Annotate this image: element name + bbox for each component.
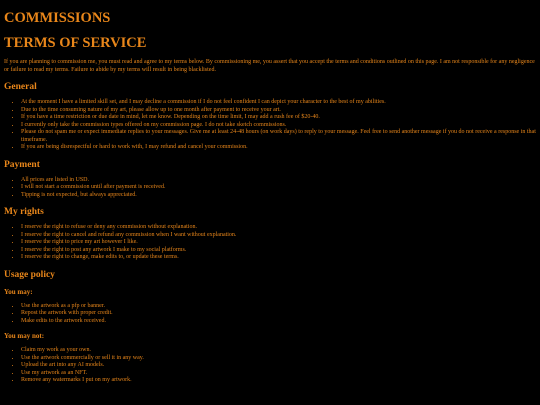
may-not-heading: You may not: (4, 332, 45, 340)
usage-heading: Usage policy (4, 269, 55, 280)
list-item: • Please do not spam me or expect immediate replies to your messages. Give me at least 24-48 hours (on work days) to reply to your message. Feel free to send another message if you do not receive a response in that timeframe. (21, 129, 536, 144)
list-item: • At the moment I have a limited skill set, and I may decline a commission if I do not feel confident I can depict your character to the best of my abilities. (21, 99, 536, 107)
payment-heading: Payment (4, 159, 40, 170)
list-item: • Upload the art into any AI models. (21, 362, 536, 370)
list-item: • If you are being disrespectful or hard to work with, I may refund and cancel your commission. (21, 144, 536, 152)
list-item: • Repost the artwork with proper credit. (21, 310, 536, 318)
list-item: • Use my artwork as an NFT. (21, 370, 536, 378)
list-item: • I will not start a commission until after payment is received. (21, 184, 536, 192)
list-item: • I reserve the right to cancel and refund any commission when I want without explanation. (21, 232, 536, 240)
list-item: • I reserve the right to post any artwork I make to my social platforms. (21, 247, 536, 255)
list-item: • Tipping is not expected, but always appreciated. (21, 192, 536, 200)
list-item: • Use the artwork commercially or sell it in any way. (21, 355, 536, 363)
list-item: • Remove any watermarks I put on my artwork. (21, 377, 536, 385)
rights-heading: My rights (4, 207, 44, 217)
list-item: • Due to the time consuming nature of my art, please allow up to one month after payment to receive your art. (21, 107, 536, 115)
list-item: • If you have a time restriction or due date in mind, let me know. Depending on the time limit, I may add a rush fee of $20-40. (21, 114, 536, 122)
general-list (4, 99, 536, 152)
list-item: • I reserve the right to refuse or deny any commission without explanation. (21, 224, 536, 232)
payment-list (4, 177, 536, 200)
list-item: • I reserve the right to price my art however I like. (21, 239, 536, 247)
list-item: • I currently only take the commission types offered on my commission page. I do not take sketch commissions. (21, 122, 536, 130)
may-heading: You may: (4, 287, 33, 296)
list-item: • Claim my work as your own. (21, 347, 536, 355)
may-list (4, 303, 536, 326)
list-item: • All prices are listed in USD. (21, 177, 536, 185)
intro-paragraph: If you are planning to commission me, you must read and agree to my terms below. By commissioning me, you assert that you accept the terms and conditions outlined on this page. I am not responsible for any negligence or failure to read my terms. Failure to abide by my terms will result in being blacklisted. (4, 59, 535, 73)
tos-heading: TERMS OF SERVICE (4, 35, 147, 51)
rights-list (4, 224, 536, 262)
page-title: COMMISSIONS (4, 10, 111, 26)
general-heading: General (4, 82, 37, 92)
list-item: • Use the artwork as a pfp or banner. (21, 303, 536, 311)
may-not-list (4, 347, 536, 385)
list-item: • Make edits to the artwork received. (21, 318, 536, 326)
list-item: • I reserve the right to change, make edits to, or update these terms. (21, 254, 536, 262)
